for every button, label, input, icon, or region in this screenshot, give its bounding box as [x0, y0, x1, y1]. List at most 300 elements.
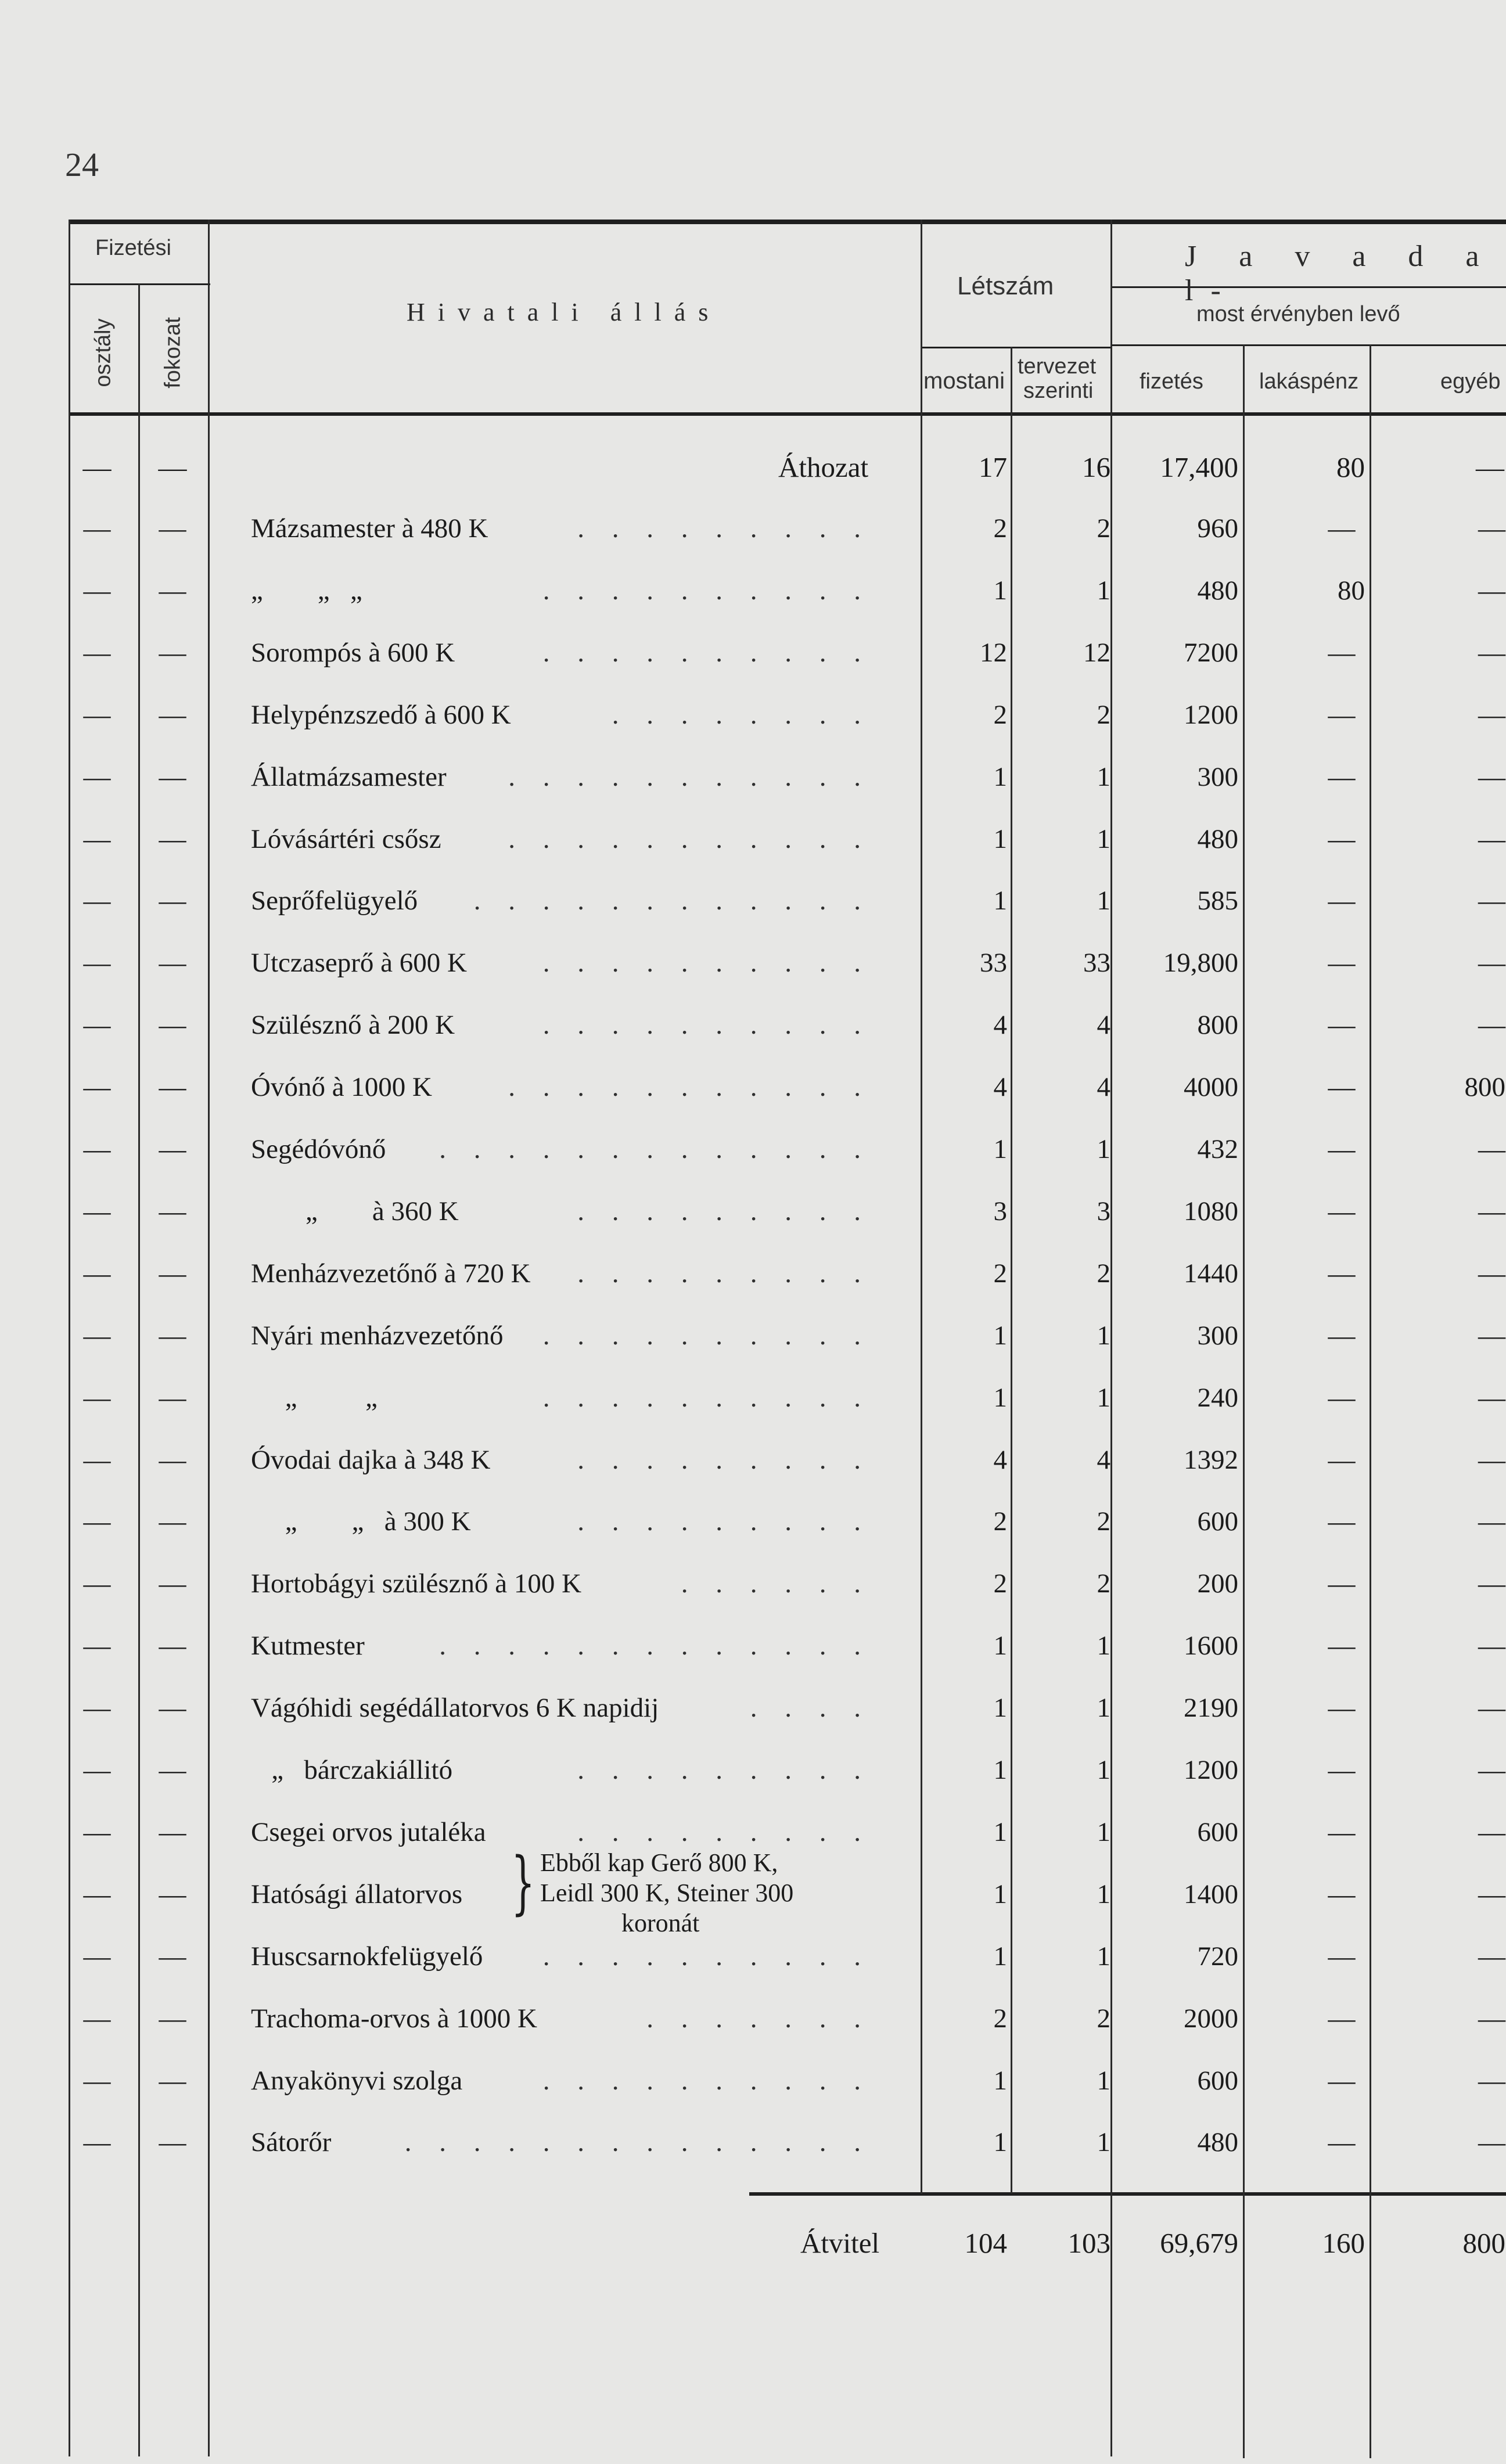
osztaly-cell: — [83, 762, 111, 792]
fokozat-cell: — [159, 1879, 186, 1909]
leader-dots: . . . . . . . . . . . . . [439, 1631, 871, 1661]
position-name: Huscsarnokfelügyelő [251, 1941, 483, 1972]
lakaspenz-amount: — [1328, 762, 1356, 792]
header-hivatali-allas: Hivatali állás [407, 298, 721, 326]
egyeb-amount: — [1478, 1383, 1505, 1413]
fokozat-cell: — [159, 1383, 186, 1413]
osztaly-cell: — [83, 1383, 111, 1413]
header-szerinti: szerinti [1023, 379, 1094, 403]
fokozat-cell: — [159, 2003, 186, 2034]
egyeb-amount: — [1478, 2003, 1505, 2034]
fizetes-amount: 800 [1197, 1010, 1238, 1040]
leader-dots: . . . . . . . . . [577, 1196, 871, 1226]
leader-dots: . . . . . . . . . . [542, 1010, 871, 1040]
egyeb-amount: — [1478, 824, 1505, 854]
lakaspenz-amount: — [1328, 948, 1356, 978]
tervezet-count: 1 [1097, 1941, 1110, 1972]
leader-dots: . . . . . . . . . . . . [473, 886, 871, 916]
leader-dots: . . . . . . [681, 1569, 871, 1599]
leader-dots: . . . . . . . . . . [542, 948, 871, 978]
lakaspenz-amount: — [1328, 2127, 1356, 2157]
mostani-count: 1 [993, 1941, 1007, 1972]
tervezet-count: 1 [1097, 1383, 1110, 1413]
lakaspenz-amount: — [1328, 1445, 1356, 1475]
table-row [0, 1739, 1506, 1797]
lakaspenz-amount: — [1328, 1817, 1356, 1847]
leader-dots: . . . . . . . . . . . . . . [404, 2127, 871, 2157]
mostani-count: 4 [993, 1445, 1007, 1475]
osztaly-cell: — [83, 1631, 111, 1661]
mostani-count: 4 [993, 1072, 1007, 1102]
egyeb-amount: 800 [1464, 1072, 1505, 1102]
header-bottom-rule [69, 412, 1506, 416]
tervezet-count: 2 [1097, 700, 1110, 730]
note-brace: } [511, 1842, 535, 1922]
fokozat-cell: — [159, 1072, 186, 1102]
osztaly-cell: — [83, 1196, 111, 1226]
leader-dots: . . . . . . . . . . . [508, 824, 871, 854]
egyeb-amount: — [1478, 1445, 1505, 1475]
mostani-count: 1 [993, 824, 1007, 854]
leader-dots: . . . . . . . . . [577, 1755, 871, 1785]
fokozat-cell: — [159, 1941, 186, 1972]
fizetes-amount: 480 [1197, 824, 1238, 854]
fizetes-amount: 1440 [1184, 1258, 1238, 1289]
fokozat-cell: — [159, 824, 186, 854]
leader-dots: . . . . . . . . . [577, 1506, 871, 1537]
position-name: Sátorőr [251, 2127, 332, 2157]
table-row [0, 1615, 1506, 1673]
fizetes-amount: 1392 [1184, 1445, 1238, 1475]
fizetes-amount: 7200 [1184, 638, 1238, 668]
fizetes-amount: 480 [1197, 575, 1238, 606]
fizetes-amount: 600 [1197, 1506, 1238, 1537]
lakaspenz-amount: — [1328, 1631, 1356, 1661]
table-row [0, 560, 1506, 618]
athozat-tervezet: 16 [1082, 451, 1110, 483]
fokozat-cell: — [159, 1755, 186, 1785]
fizetes-amount: 2190 [1184, 1693, 1238, 1723]
athozat-lakaspenz: 80 [1336, 451, 1365, 483]
position-name: Segédóvónő [251, 1134, 386, 1164]
table-row [0, 994, 1506, 1052]
leader-dots: . . . . . . . . . . [542, 575, 871, 606]
table-row [0, 684, 1506, 742]
osztaly-cell: — [83, 2127, 111, 2157]
mostani-count: 4 [993, 1010, 1007, 1040]
mostani-count: 33 [980, 948, 1007, 978]
leader-dots: . . . . . . . . . [577, 513, 871, 544]
table-row [0, 1243, 1506, 1301]
header-javadalom: J a v a d a l- [1185, 240, 1497, 307]
osztaly-cell: — [83, 1879, 111, 1909]
lakaspenz-amount: — [1328, 1941, 1356, 1972]
leader-dots: . . . . . . . . . . [542, 2066, 871, 2096]
tervezet-count: 1 [1097, 1879, 1110, 1909]
header-lakaspenz: lakáspénz [1259, 369, 1359, 394]
egyeb-amount: — [1478, 2127, 1505, 2157]
position-name: Szülésznő à 200 K [251, 1010, 455, 1040]
fokozat-cell: — [159, 1631, 186, 1661]
fizetes-amount: 300 [1197, 762, 1238, 792]
lakaspenz-amount: — [1328, 700, 1356, 730]
tervezet-count: 1 [1097, 886, 1110, 916]
tervezet-count: 1 [1097, 762, 1110, 792]
atvitel-label: Átvitel [800, 2227, 880, 2259]
table-row [0, 1553, 1506, 1611]
lakaspenz-amount: — [1328, 2066, 1356, 2096]
table-row [0, 498, 1506, 556]
header-tervezet: tervezet [1018, 354, 1097, 379]
tervezet-count: 33 [1083, 948, 1110, 978]
osztaly-cell: — [83, 1941, 111, 1972]
fokozat-cell: — [159, 1445, 186, 1475]
atvitel-lakaspenz: 160 [1322, 2227, 1365, 2259]
table-row [0, 1181, 1506, 1239]
table-row [0, 1429, 1506, 1487]
fizetes-amount: 585 [1197, 886, 1238, 916]
tervezet-count: 2 [1097, 513, 1110, 544]
osztaly-cell: — [83, 1817, 111, 1847]
fokozat-cell: — [159, 1196, 186, 1226]
mostani-count: 3 [993, 1196, 1007, 1226]
fokozat-cell: — [159, 1010, 186, 1040]
fokozat-cell: — [159, 1258, 186, 1289]
osztaly-cell: — [83, 1258, 111, 1289]
tervezet-count: 1 [1097, 1693, 1110, 1723]
egyeb-amount: — [1478, 1010, 1505, 1040]
osztaly-cell: — [83, 700, 111, 730]
fokozat-cell: — [159, 638, 186, 668]
egyeb-amount: — [1478, 700, 1505, 730]
egyeb-amount: — [1478, 1196, 1505, 1226]
osztaly-cell: — [83, 1072, 111, 1102]
position-name: Seprőfelügyelő [251, 886, 418, 916]
egyeb-amount: — [1478, 886, 1505, 916]
table-row [0, 2050, 1506, 2108]
mostani-count: 2 [993, 2003, 1007, 2034]
position-name: Kutmester [251, 1631, 365, 1661]
osztaly-cell: — [83, 513, 111, 544]
mostani-count: 1 [993, 1321, 1007, 1351]
egyeb-amount: — [1478, 1569, 1505, 1599]
position-name: Anyakönyvi szolga [251, 2066, 463, 2096]
position-name: Állatmázsamester [251, 762, 447, 792]
position-name: „ „ à 300 K [251, 1506, 471, 1537]
lakaspenz-amount: — [1328, 1569, 1356, 1599]
tervezet-count: 2 [1097, 1506, 1110, 1537]
position-name: Hortobágyi szülésznő à 100 K [251, 1569, 582, 1599]
table-row [0, 746, 1506, 804]
lakaspenz-amount: — [1328, 1196, 1356, 1226]
mostani-count: 2 [993, 700, 1007, 730]
osztaly-cell: — [83, 1693, 111, 1723]
lakaspenz-amount: — [1328, 824, 1356, 854]
header-letszam: Létszám [957, 272, 1054, 300]
athozat-mostani: 17 [979, 451, 1007, 483]
lakaspenz-amount: — [1328, 1258, 1356, 1289]
table-row [0, 1926, 1506, 1984]
lakaspenz-amount: — [1328, 1134, 1356, 1164]
mostani-count: 1 [993, 1383, 1007, 1413]
leader-dots: . . . . . . . . [612, 700, 871, 730]
totals-rule [749, 2192, 1506, 2196]
egyeb-amount: — [1478, 1321, 1505, 1351]
position-name: Menházvezetőnő à 720 K [251, 1258, 531, 1289]
egyeb-amount: — [1478, 513, 1505, 544]
fizetes-amount: 1200 [1184, 700, 1238, 730]
tervezet-count: 4 [1097, 1010, 1110, 1040]
table-row [0, 932, 1506, 990]
table-row [0, 808, 1506, 866]
egyeb-amount: — [1478, 948, 1505, 978]
note-line-1: Ebből kap Gerő 800 K, [540, 1848, 778, 1877]
fizetes-amount: 1200 [1184, 1755, 1238, 1785]
egyeb-amount: — [1478, 638, 1505, 668]
note-line-3: koronát [621, 1909, 700, 1937]
tervezet-count: 1 [1097, 2127, 1110, 2157]
position-name: Óvodai dajka à 348 K [251, 1445, 491, 1475]
fokozat-cell: — [159, 1569, 186, 1599]
position-name: Óvónő à 1000 K [251, 1072, 432, 1102]
atvitel-fizetes: 69,679 [1160, 2227, 1238, 2259]
egyeb-amount: — [1478, 1817, 1505, 1847]
table-row [0, 1305, 1506, 1363]
osztaly-cell: — [83, 1010, 111, 1040]
position-name: Helypénzszedő à 600 K [251, 700, 511, 730]
fizetes-amount: 200 [1197, 1569, 1238, 1599]
osztaly-cell: — [83, 886, 111, 916]
leader-dots: . . . . [750, 1693, 871, 1723]
mostani-count: 1 [993, 1134, 1007, 1164]
lakaspenz-amount: — [1328, 1506, 1356, 1537]
osztaly-cell: — [83, 575, 111, 606]
mostani-count: 1 [993, 1817, 1007, 1847]
fokozat-cell: — [159, 2127, 186, 2157]
leader-dots: . . . . . . . . . . [542, 1941, 871, 1972]
fizetes-amount: 720 [1197, 1941, 1238, 1972]
fokozat-cell: — [159, 1506, 186, 1537]
position-name: Nyári menházvezetőnő [251, 1321, 504, 1351]
position-name: Lóvásártéri csősz [251, 824, 441, 854]
header-fizetes: fizetés [1140, 369, 1203, 394]
egyeb-amount: — [1478, 1879, 1505, 1909]
fokozat-cell: — [159, 2066, 186, 2096]
position-name: Utczaseprő à 600 K [251, 948, 467, 978]
fizetes-amount: 432 [1197, 1134, 1238, 1164]
osztaly-cell: — [83, 1134, 111, 1164]
mostani-count: 1 [993, 1631, 1007, 1661]
header-osztaly: osztály [91, 318, 116, 387]
osztaly-cell: — [83, 2066, 111, 2096]
header-egyeb: egyéb [1440, 369, 1501, 394]
position-name: Vágóhidi segédállatorvos 6 K napidij [251, 1693, 659, 1723]
mostani-count: 12 [980, 638, 1007, 668]
fizetes-amount: 1600 [1184, 1631, 1238, 1661]
fizetes-amount: 300 [1197, 1321, 1238, 1351]
osztaly-cell: — [83, 1569, 111, 1599]
header-mostani: mostani [923, 368, 1005, 394]
position-name: „ à 360 K [251, 1196, 459, 1226]
lakaspenz-amount: 80 [1338, 575, 1365, 606]
mostani-count: 1 [993, 1755, 1007, 1785]
egyeb-amount: — [1478, 1693, 1505, 1723]
page-number: 24 [65, 146, 99, 184]
fizetes-amount: 1400 [1184, 1879, 1238, 1909]
mostani-count: 1 [993, 575, 1007, 606]
atvitel-egyeb: 800 [1462, 2227, 1505, 2259]
lakaspenz-amount: — [1328, 1693, 1356, 1723]
tervezet-count: 2 [1097, 2003, 1110, 2034]
table-row [0, 2112, 1506, 2170]
egyeb-amount: — [1478, 1631, 1505, 1661]
tervezet-count: 3 [1097, 1196, 1110, 1226]
lakaspenz-amount: — [1328, 886, 1356, 916]
leader-dots: . . . . . . . . . . [542, 1321, 871, 1351]
osztaly-cell: — [83, 948, 111, 978]
table-row [0, 1056, 1506, 1114]
fizetes-amount: 4000 [1184, 1072, 1238, 1102]
osztaly-cell: — [83, 1755, 111, 1785]
mostani-count: 2 [993, 1506, 1007, 1537]
mostani-count: 2 [993, 1258, 1007, 1289]
leader-dots: . . . . . . . . . [577, 1258, 871, 1289]
table-row [0, 1988, 1506, 2046]
tervezet-count: 1 [1097, 575, 1110, 606]
osztaly-cell: — [83, 1445, 111, 1475]
position-name: Csegei orvos jutaléka [251, 1817, 486, 1847]
osztaly-cell: — [83, 1321, 111, 1351]
mostani-count: 1 [993, 1879, 1007, 1909]
header-fizetesi: Fizetési [95, 236, 171, 260]
fizetes-amount: 240 [1197, 1383, 1238, 1413]
atvitel-row [0, 2211, 1506, 2269]
tervezet-count: 1 [1097, 2066, 1110, 2096]
lakaspenz-amount: — [1328, 1383, 1356, 1413]
table-row [0, 1491, 1506, 1549]
tervezet-count: 2 [1097, 1258, 1110, 1289]
egyeb-amount: — [1478, 1941, 1505, 1972]
fokozat-cell: — [159, 700, 186, 730]
fokozat-cell: — [159, 948, 186, 978]
leader-dots: . . . . . . . . . . . [508, 1072, 871, 1102]
lakaspenz-amount: — [1328, 2003, 1356, 2034]
position-name: „ „ [251, 1383, 378, 1413]
mostani-count: 1 [993, 2066, 1007, 2096]
leader-dots: . . . . . . . . . . . . . [439, 1134, 871, 1164]
egyeb-amount: — [1478, 1506, 1505, 1537]
fizetes-amount: 600 [1197, 1817, 1238, 1847]
position-name: „ bárczakiállitó [251, 1755, 453, 1785]
lakaspenz-amount: — [1328, 1879, 1356, 1909]
leader-dots: . . . . . . . . . . [542, 638, 871, 668]
athozat-label: Áthozat [778, 451, 869, 483]
lakaspenz-amount: — [1328, 513, 1356, 544]
table-row [0, 1118, 1506, 1177]
osztaly-cell: — [83, 2003, 111, 2034]
header-most-ervenyben: most érvényben levő [1196, 302, 1400, 326]
mostani-count: 1 [993, 762, 1007, 792]
letszam-sub-rule [921, 347, 1110, 348]
atvitel-mostani: 104 [964, 2227, 1007, 2259]
tervezet-count: 1 [1097, 1321, 1110, 1351]
fokozat-cell: — [159, 1693, 186, 1723]
leader-dots: . . . . . . . . . [577, 1445, 871, 1475]
tervezet-count: 1 [1097, 824, 1110, 854]
egyeb-amount: — [1478, 1134, 1505, 1164]
osztaly-cell: — [83, 824, 111, 854]
lakaspenz-amount: — [1328, 1072, 1356, 1102]
position-name: „ „ „ [251, 575, 362, 606]
osztaly-cell: — [83, 638, 111, 668]
fokozat-cell: — [159, 513, 186, 544]
subheader-rule [1110, 344, 1506, 346]
fizetes-amount: 2000 [1184, 2003, 1238, 2034]
fizetes-amount: 960 [1197, 513, 1238, 544]
fizetes-amount: 480 [1197, 2127, 1238, 2157]
fizetes-amount: 19,800 [1163, 948, 1238, 978]
egyeb-amount: — [1478, 2066, 1505, 2096]
tervezet-count: 1 [1097, 1134, 1110, 1164]
tervezet-count: 1 [1097, 1755, 1110, 1785]
athozat-row: — — Áthozat 17 16 17,400 80 — [82, 451, 1504, 483]
egyeb-amount: — [1478, 1258, 1505, 1289]
tervezet-count: 2 [1097, 1569, 1110, 1599]
mostani-count: 1 [993, 1693, 1007, 1723]
mostani-count: 2 [993, 1569, 1007, 1599]
leader-dots: . . . . . . . [646, 2003, 871, 2034]
mostani-count: 1 [993, 886, 1007, 916]
fokozat-cell: — [159, 575, 186, 606]
table-top-rule [69, 220, 1506, 224]
position-name: Trachoma-orvos à 1000 K [251, 2003, 537, 2034]
mostani-count: 2 [993, 513, 1007, 544]
egyeb-amount: — [1478, 762, 1505, 792]
table-row [0, 1367, 1506, 1425]
athozat-fizetes: 17,400 [1160, 451, 1238, 483]
atvitel-tervezet: 103 [1068, 2227, 1110, 2259]
position-name: Sorompós à 600 K [251, 638, 455, 668]
egyeb-amount: — [1478, 1755, 1505, 1785]
mostani-count: 1 [993, 2127, 1007, 2157]
tervezet-count: 4 [1097, 1072, 1110, 1102]
fokozat-cell: — [159, 1134, 186, 1164]
position-name: Mázsamester à 480 K [251, 513, 488, 544]
table-row [0, 870, 1506, 928]
table-row [0, 1677, 1506, 1735]
fizetes-amount: 600 [1197, 2066, 1238, 2096]
egyeb-amount: — [1478, 575, 1505, 606]
osztaly-cell: — [83, 1506, 111, 1537]
leader-dots: . . . . . . . . . [577, 1817, 871, 1847]
lakaspenz-amount: — [1328, 1321, 1356, 1351]
position-name: Hatósági állatorvos [251, 1879, 463, 1909]
header-fokozat: fokozat [160, 317, 185, 389]
fizetes-amount: 1080 [1184, 1196, 1238, 1226]
leader-dots: . . . . . . . . . . [542, 1383, 871, 1413]
table-row [0, 622, 1506, 680]
fokozat-cell: — [159, 762, 186, 792]
lakaspenz-amount: — [1328, 638, 1356, 668]
fokozat-cell: — [159, 1321, 186, 1351]
note-line-2: Leidl 300 K, Steiner 300 [540, 1879, 794, 1907]
fokozat-cell: — [159, 886, 186, 916]
fokozat-cell: — [159, 1817, 186, 1847]
lakaspenz-amount: — [1328, 1010, 1356, 1040]
tervezet-count: 1 [1097, 1631, 1110, 1661]
lakaspenz-amount: — [1328, 1755, 1356, 1785]
tervezet-count: 12 [1083, 638, 1110, 668]
